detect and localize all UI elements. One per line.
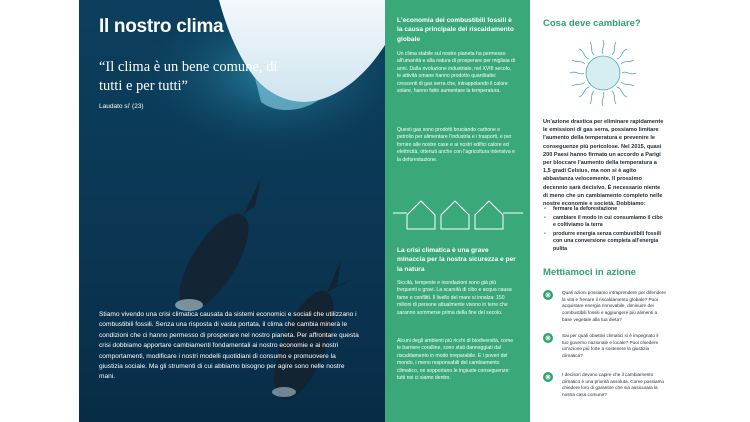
actions-list [543,206,667,255]
take-action-heading: Mettiamoci in azione [543,267,636,278]
leaf-icon [543,372,553,382]
section2-paragraph-2: Alcuni degli ambienti più ricchi di biodiversità, come le barriere coralline, sono stati danneggiati dal riscaldamento in modo irreparabile. E i poveri del mondo, i meno responsabili del cambiamento climatico, ne sopportano le ingiuste conseguenze: tutti noi ci siamo dentro. [397,338,514,382]
section1-paragraph-2: Questi gas sono prodotti bruciando carbone e petrolio per alimentare l'industria e i trasporti, e per fornire alle nostre case e ai nostri edifici calore ed elettricità, ottenuti anche con l'agricoltura intensiva e la deforestazione. [397,127,515,163]
cover-title: Il nostro clima [99,16,224,37]
green-panel [385,0,530,422]
what-must-change-heading: Cosa deve cambiare? [543,18,641,29]
action-text: Quali azioni possiamo intraprendere per difendere la vita e frenare il riscaldamento globale? Puoi acquistare energia rinnovabile, diminuire dei combustibili fossili e aggiungere più alimenti a base vegetale alla tua dieta? [562,290,666,322]
cover-quote: “Il clima è un bene comune, di tutti e per tutti” [99,59,278,94]
list-item: • produrre energia senza combustibili fossili con una conversione completa all'energia pulita [543,231,667,254]
leaf-icon [543,290,553,300]
section2-paragraph-1: Siccità, tempeste e inondazioni sono già più frequenti e gravi. La scarsità di cibo e acqua causa fame e conflitti. Il livello del mare si innalza: 150 milioni di persone attualmente vivono in terre che saranno sommerse prima della fine del secolo. [397,280,512,316]
list-item: • cambiare il modo in cui consumiamo il cibo e coltiviamo la terra [543,215,667,230]
sun-icon [568,38,638,108]
quote-source: Laudato si' (23) [99,103,144,110]
section1-paragraph-1: Un clima stabile sul nostro pianeta ha permesso all'umanità e alla natura di prosperare per migliaia di anni. Dalla rivoluzione industriale, nel XVIII secolo, le attività umane hanno prodotto quantitativi crescenti di gas serra che, intrappolando il calore solare, hanno fatto aumentare la temperatura. [397,51,515,95]
houses-icon [393,193,523,231]
white-panel [530,0,672,422]
action-text: Sai per quali obiettivi climatici si è impegnato il tuo governo nazionale e locale? Puoi chiedere un'azione più forte a sostenere la giustizia climatica? [562,333,659,359]
section2-heading: La crisi climatica è una grave minaccia per la nostra sicurezza e per la natura [397,247,516,273]
brochure-sheet [79,0,672,422]
section1-heading: L'economia dei combustibili fossili è la causa principale del riscaldamento globale [397,17,514,43]
what-must-change-body: Un'azione drastica per eliminare rapidamente le emissioni di gas serra, possiamo limitare l'aumento della temperatura e prevenire le conseguenze più pericolose. Nel 2015, quasi 200 Paesi hanno firmato un accordo a Parigi per bloccare l'aumento della temperatura a 1,5 gradi Celsius, ma non si è agito abbastanza velocemente. Il prossimo decennio sarà decisivo. È necessario niente di meno che un cambiamento completo nelle nostre economie e società. Dobbiamo: [543,119,664,208]
cover-intro-text: Stiamo vivendo una crisi climatica causata da sistemi economici e sociali che utilizzano i combustibili fossili. Senza una risposta di vasta portata, il clima che cambia minerà le condizioni che ci hanno permesso di prosperare nel nostro pianeta. Per affrontare questa crisi dobbiamo apportare cambiamenti fondamentali ai nostro economie e ai nostri comportamenti, modificare i nostri modelli quotidiani di consumo e promuovere la giustizia sociale. Ma gli strumenti di cui abbiamo bisogno per agire sono nelle nostre mani. [99,311,359,381]
leaf-icon [543,333,553,343]
action-text: I decisori devono capire che il cambiamento climatico è una priorità assoluta. Come possiamo chiedere loro di garantire che sia assicurata la nostra casa comune? [562,372,665,398]
cover-photo-panel [79,0,385,422]
list-item: • fermare la deforestazione [543,206,667,214]
